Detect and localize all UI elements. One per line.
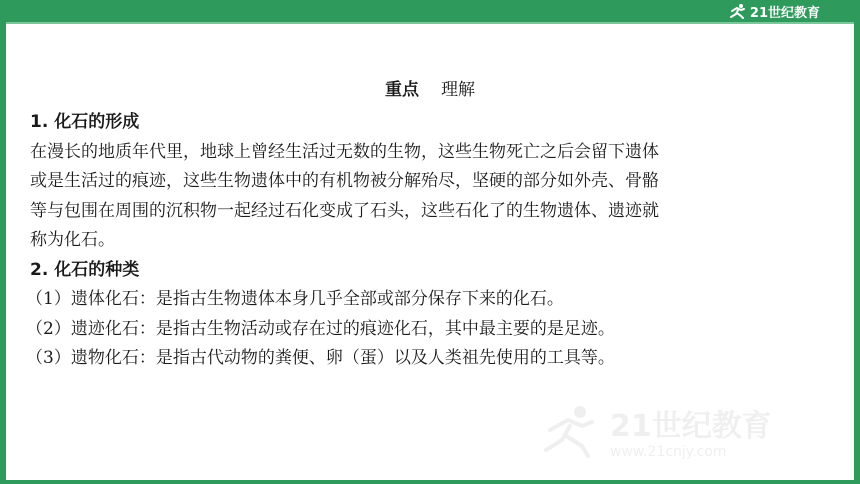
watermark-url: www.21cnjy.com [610, 444, 727, 460]
main-content [26, 108, 830, 374]
watermark-text: 21世纪教育 [610, 409, 772, 444]
list-item: （2）遗迹化石：是指古生物活动或存在过的痕迹化石，其中最主要的是足迹。 [26, 318, 615, 339]
list-item: （3）遗物化石：是指古代动物的粪便、卵（蛋）以及人类祖先使用的工具等。 [26, 348, 615, 368]
heading-key: 重点 [385, 80, 419, 100]
frame-bottom-border [0, 480, 860, 484]
section-title-types: 2. 化石的种类 [30, 259, 140, 280]
section-title-formation: 1. 化石的形成 [30, 112, 140, 132]
heading-sub: 理解 [441, 80, 475, 100]
page-heading [0, 75, 860, 100]
paragraph-line: 或是生活过的痕迹，这些生物遗体中的有机物被分解殆尽，坚硬的部分如外壳、骨骼 [30, 171, 659, 191]
paragraph-line: 等与包围在周围的沉积物一起经过石化变成了石头，这些石化了的生物遗体、遗迹就 [30, 200, 659, 221]
logo-text: 21世纪教育 [749, 5, 820, 21]
banner-underline [0, 22, 860, 24]
runner-logo-icon [728, 3, 748, 19]
paragraph-line: 在漫长的地质年代里，地球上曾经生活过无数的生物，这些生物死亡之后会留下遗体 [30, 141, 659, 162]
list-item: （1）遗体化石：是指古生物遗体本身几乎全部或部分保存下来的化石。 [26, 289, 564, 309]
formation-paragraph [30, 138, 830, 256]
paragraph-line: 称为化石。 [30, 230, 115, 250]
brand-logo [728, 2, 820, 20]
watermark-logo [540, 402, 840, 462]
